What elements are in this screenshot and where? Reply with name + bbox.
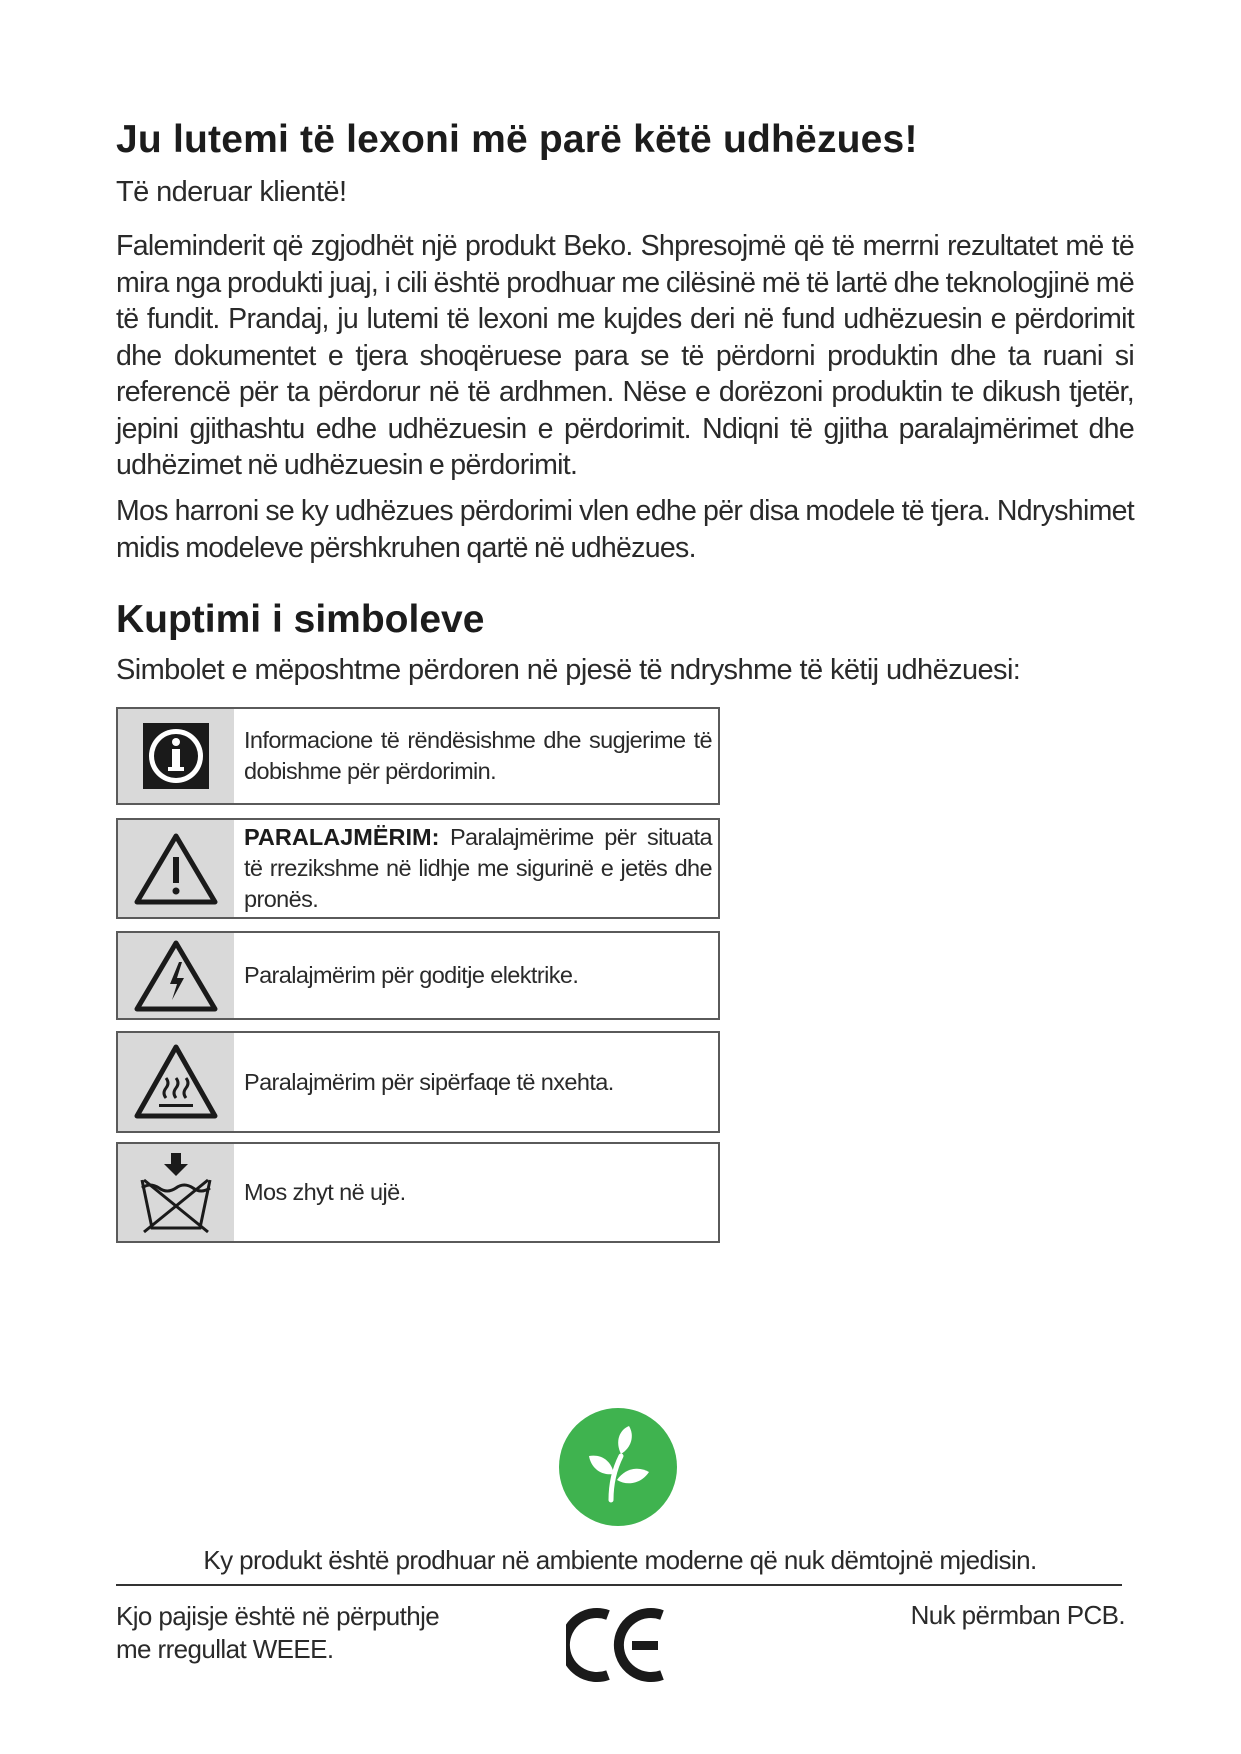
symbol-description: Paralajmërim për sipërfaqe të nxehta. <box>244 1068 614 1095</box>
ce-mark-icon <box>566 1605 670 1685</box>
symbol-row-info <box>116 707 720 805</box>
symbol-description: Informacione të rëndësishme dhe sugjerime të dobishme për përdorimin. <box>244 727 712 784</box>
hot-surface-icon <box>118 1033 234 1131</box>
warning-icon <box>118 820 234 917</box>
models-paragraph: Mos harroni se ky udhëzues përdorimi vlen edhe për disa modele të tjera. Ndryshimet midis modeleve përshkruhen qartë në udhëzues. <box>116 495 1134 564</box>
do-not-immerse-icon <box>118 1144 234 1241</box>
warning-label: PARALAJMËRIM: <box>244 824 440 850</box>
weee-note: Kjo pajisje është në përputhje me rregullat WEEE. <box>116 1601 440 1664</box>
leaf-icon <box>559 1408 677 1526</box>
electric-shock-icon <box>118 933 234 1018</box>
symbol-description: PARALAJMËRIM: Paralajmërime për situata të rrezikshme në lidhje me sigurinë e jetës dhe pronës. <box>244 824 712 912</box>
symbol-row-warning <box>116 818 720 919</box>
symbols-intro: Simbolet e mëposhtme përdoren në pjesë të ndryshme të këtij udhëzuesi: <box>116 654 1021 686</box>
page-title: Ju lutemi të lexoni më parë këtë udhëzues! <box>116 118 918 161</box>
symbol-row-do-not-immerse <box>116 1142 720 1243</box>
info-icon <box>118 709 234 803</box>
symbol-row-electric-shock <box>116 931 720 1020</box>
symbol-description: Mos zhyt në ujë. <box>244 1179 406 1205</box>
greeting: Të nderuar klientë! <box>116 176 347 208</box>
footer-divider <box>116 1584 1122 1586</box>
symbols-heading: Kuptimi i simboleve <box>116 598 485 641</box>
symbol-row-hot-surface <box>116 1031 720 1133</box>
intro-paragraph: Faleminderit që zgjodhët një produkt Beko. Shpresojmë që të merrni rezultatet më të mira nga produkti juaj, i cili është prodhuar me cilësinë më të lartë dhe teknologjinë më të fundit. Prandaj, ju lutemi të lexoni me kujdes deri në fund udhëzuesin e përdorimit dhe dokumentet e tjera shoqëruese para se të përdorni produktin dhe ta ruani si referencë për ta përdorur në të ardhmen. Nëse e dorëzoni produktin te dikush tjetër, jepini gjithashtu edhe udhëzuesin e përdorimit. Ndiqni të gjitha paralajmërimet dhe udhëzimet në udhëzuesin e përdorimit. <box>116 230 1134 481</box>
eco-note: Ky produkt është prodhuar në ambiente moderne që nuk dëmtojnë mjedisin. <box>203 1545 1037 1575</box>
symbol-description: Paralajmërim për goditje elektrike. <box>244 962 579 988</box>
pcb-note: Nuk përmban PCB. <box>910 1600 1125 1630</box>
